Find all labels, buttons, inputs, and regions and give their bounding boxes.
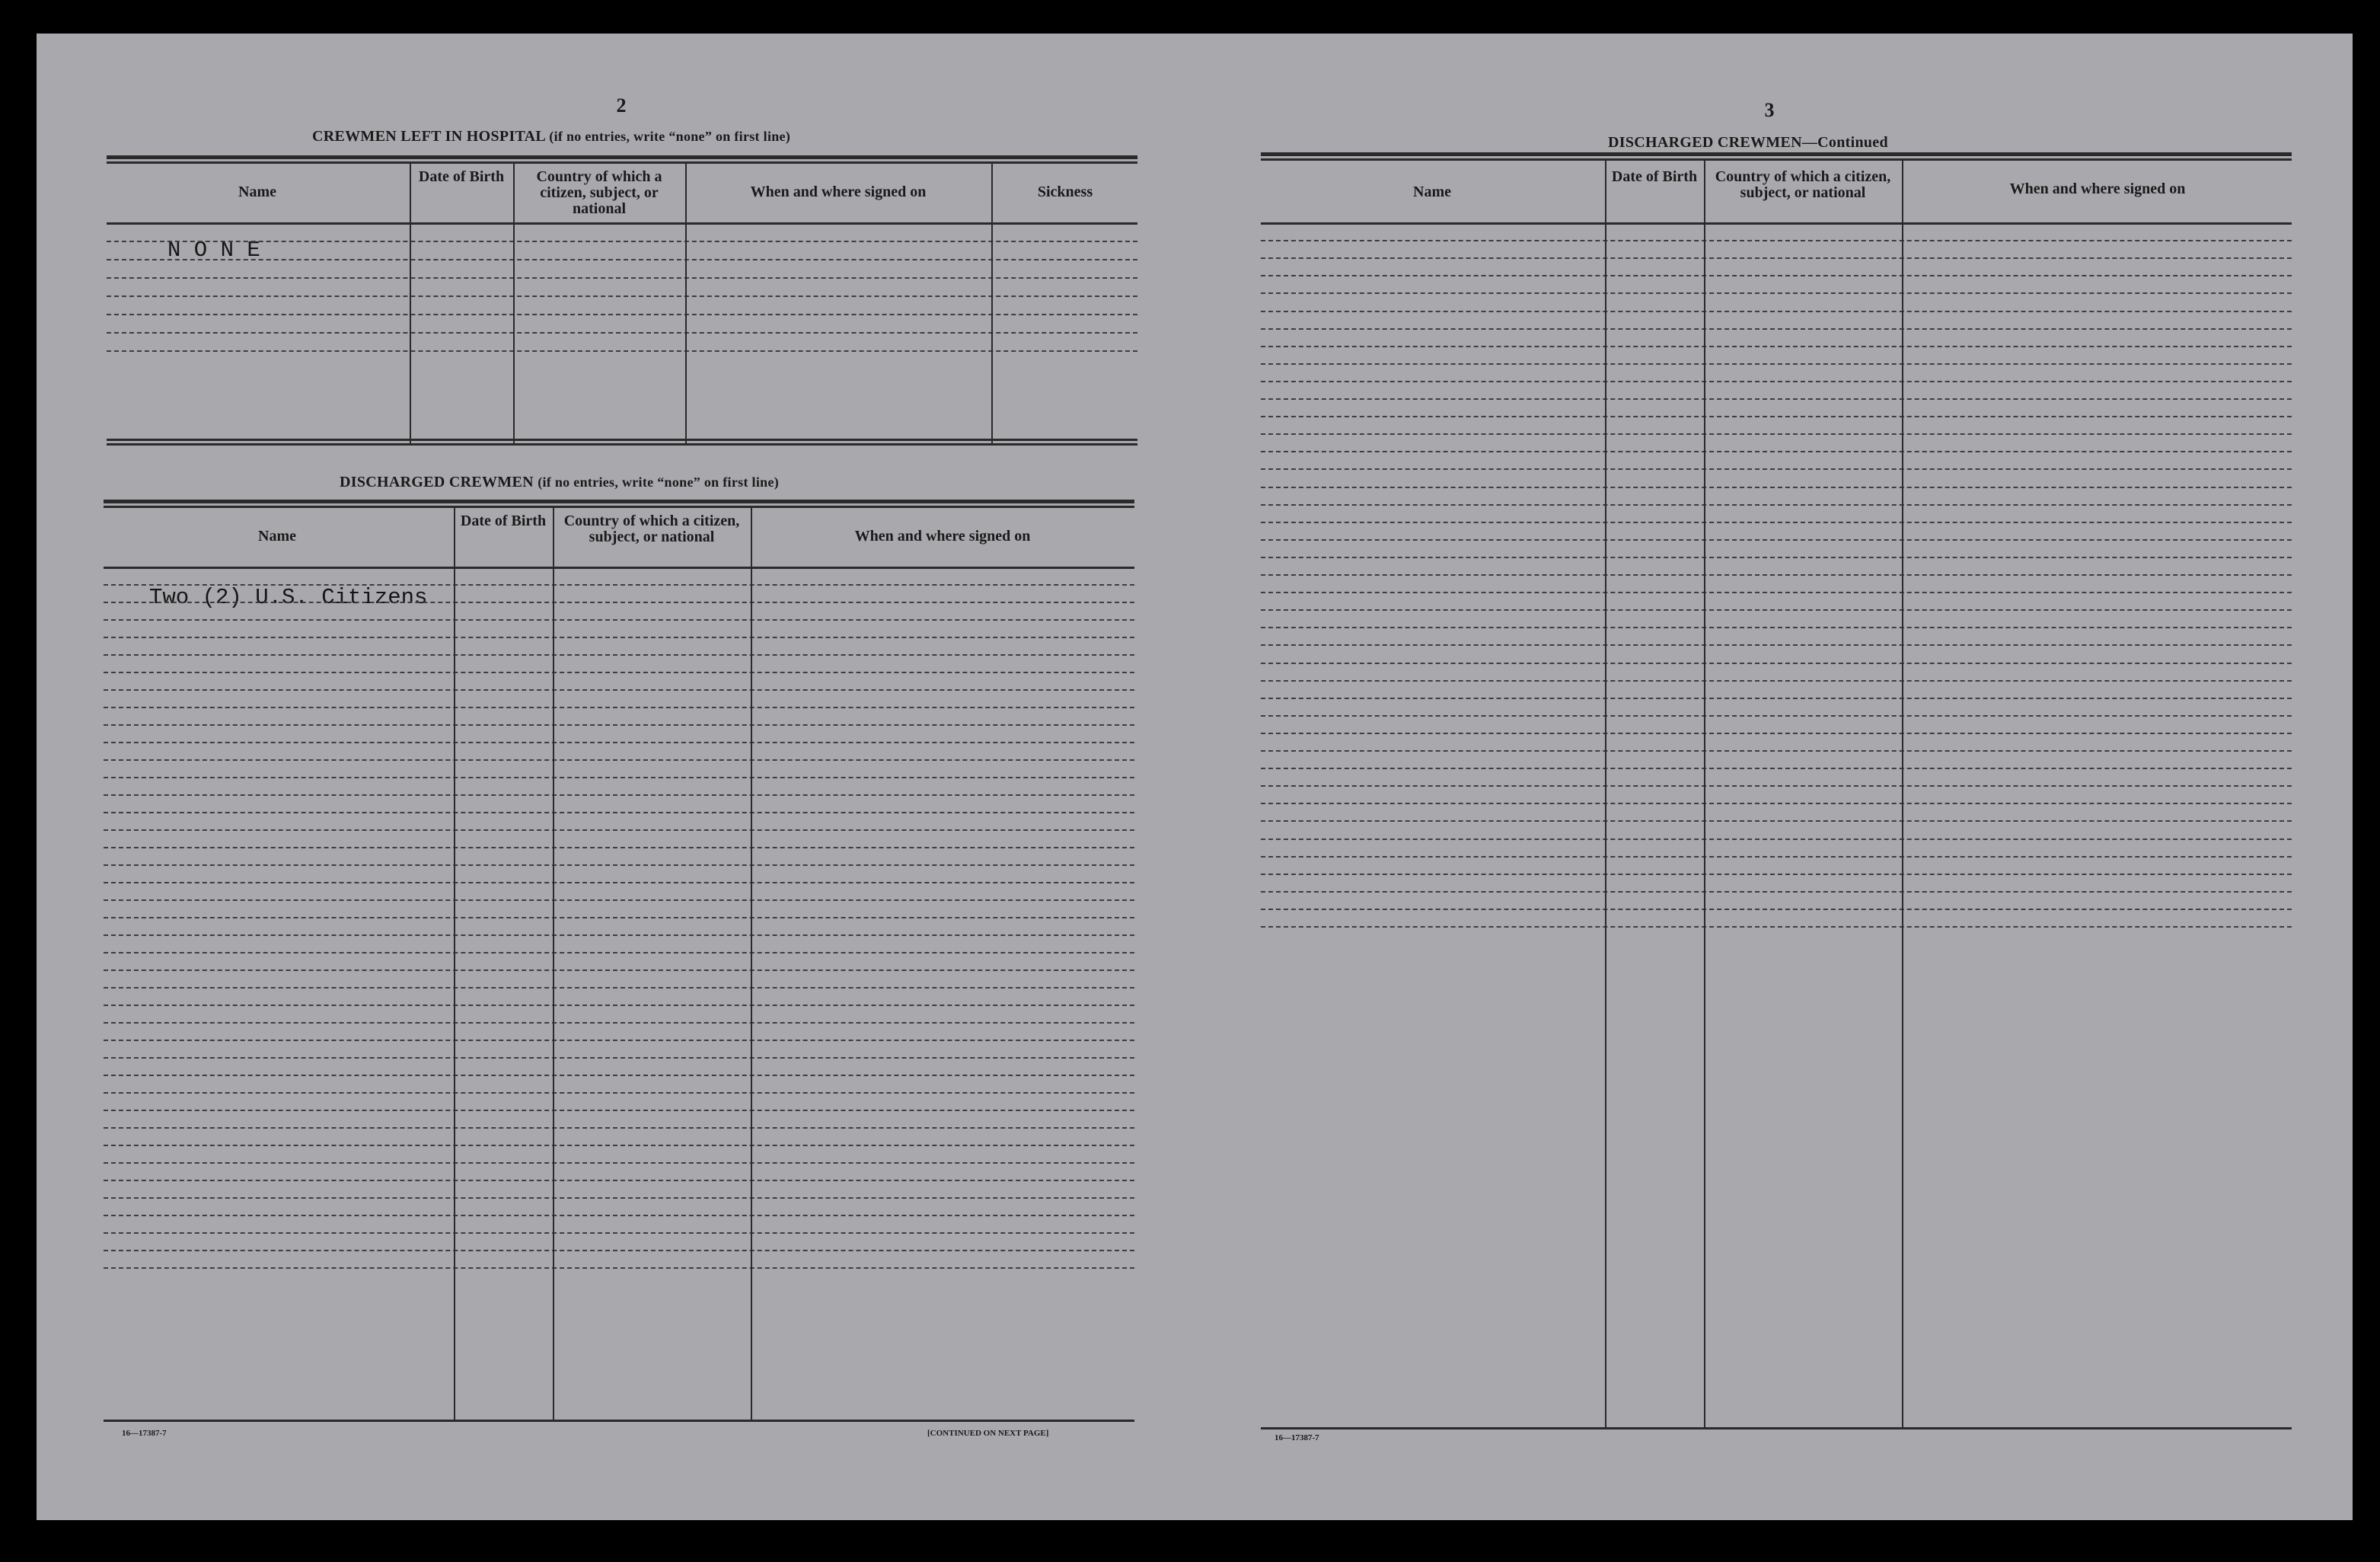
hospital-col-sickness: Sickness: [1037, 184, 1093, 200]
row-rule: [1261, 363, 2292, 365]
hospital-instruction: (if no entries, write “none” on first line): [549, 129, 791, 144]
header-rule: [107, 222, 1137, 225]
row-rule: [1261, 820, 2292, 822]
discharged-entry: Two (2) U.S. Citizens: [149, 585, 428, 610]
row-rule: [104, 812, 1134, 813]
row-rule: [1261, 627, 2292, 628]
row-rule: [104, 1145, 1134, 1146]
table-top-rule: [104, 506, 1134, 508]
left-page-number: 2: [616, 94, 627, 117]
row-rule: [104, 619, 1134, 621]
row-rule: [104, 1092, 1134, 1094]
row-rule: [107, 259, 1137, 260]
hospital-col-country: Country of which a citizen, subject, or national: [536, 168, 662, 217]
row-rule: [104, 1022, 1134, 1024]
row-rule: [107, 277, 1137, 279]
continued-col-dob: Date of Birth: [1611, 168, 1698, 185]
row-rule: [104, 724, 1134, 726]
table-top-rule: [1261, 152, 2292, 156]
row-rule: [1261, 468, 2292, 470]
row-rule: [1261, 698, 2292, 699]
row-rule: [104, 654, 1134, 656]
discharged-col-dob: Date of Birth: [460, 513, 547, 529]
row-rule: [1261, 609, 2292, 611]
discharged-title: DISCHARGED CREWMEN: [340, 474, 534, 490]
row-rule: [104, 1162, 1134, 1164]
header-rule: [104, 567, 1134, 569]
row-rule: [104, 882, 1134, 883]
row-rule: [104, 1057, 1134, 1059]
column-divider: [1605, 158, 1606, 1427]
row-rule: [107, 241, 1137, 242]
hospital-section-title: [312, 128, 790, 145]
row-rule: [104, 1040, 1134, 1041]
row-rule: [104, 1005, 1134, 1006]
table-bottom-rule: [104, 1420, 1134, 1422]
row-rule: [104, 1075, 1134, 1076]
row-rule: [1261, 240, 2292, 241]
hospital-title: CREWMEN LEFT IN HOSPITAL: [312, 128, 545, 145]
row-rule: [104, 1232, 1134, 1234]
discharged-col-country: Country of which a citizen, subject, or national: [563, 513, 740, 545]
row-rule: [1261, 275, 2292, 276]
row-rule: [107, 314, 1137, 315]
row-rule: [104, 1110, 1134, 1111]
row-rule: [1261, 539, 2292, 541]
row-rule: [1261, 433, 2292, 435]
row-rule: [104, 952, 1134, 953]
right-page-title: DISCHARGED CREWMEN—Continued: [1608, 134, 1888, 151]
table-bottom-rule: [107, 443, 1137, 446]
table-bottom-rule: [1261, 1427, 2292, 1429]
discharged-section-title: [340, 474, 779, 491]
column-divider: [410, 161, 411, 443]
row-rule: [1261, 522, 2292, 523]
column-divider: [751, 506, 752, 1420]
row-rule: [104, 672, 1134, 673]
row-rule: [104, 969, 1134, 971]
row-rule: [1261, 750, 2292, 752]
table-bottom-rule: [107, 439, 1137, 441]
hospital-entry-none: N O N E: [167, 238, 260, 263]
row-rule: [104, 917, 1134, 918]
row-rule: [1261, 557, 2292, 558]
row-rule: [1261, 292, 2292, 294]
continued-note: [CONTINUED ON NEXT PAGE]: [927, 1429, 1049, 1438]
row-rule: [1261, 909, 2292, 910]
row-rule: [1261, 856, 2292, 858]
row-rule: [1261, 257, 2292, 259]
row-rule: [104, 1267, 1134, 1269]
continued-col-country: Country of which a citizen, subject, or national: [1715, 168, 1891, 201]
column-divider: [454, 506, 455, 1420]
continued-col-signed-on: When and where signed on: [2009, 180, 2186, 197]
row-rule: [1261, 891, 2292, 893]
row-rule: [104, 742, 1134, 743]
row-rule: [104, 759, 1134, 761]
row-rule: [1261, 574, 2292, 576]
row-rule: [1261, 416, 2292, 417]
hospital-col-signed-on: When and where signed on: [750, 184, 927, 200]
row-rule: [1261, 487, 2292, 488]
row-rule: [104, 637, 1134, 638]
row-rule: [104, 707, 1134, 708]
hospital-col-name: Name: [238, 184, 276, 200]
left-form-number: 16—17387-7: [122, 1429, 167, 1438]
row-rule: [1261, 346, 2292, 347]
row-rule: [1261, 504, 2292, 506]
row-rule: [1261, 592, 2292, 593]
right-form-number: 16—17387-7: [1275, 1433, 1319, 1442]
table-top-rule: [107, 155, 1137, 159]
row-rule: [104, 602, 1134, 603]
row-rule: [1261, 715, 2292, 717]
table-top-rule: [107, 161, 1137, 164]
row-rule: [1261, 451, 2292, 452]
row-rule: [104, 1215, 1134, 1216]
row-rule: [104, 1180, 1134, 1181]
hospital-col-dob: Date of Birth: [418, 168, 505, 185]
row-rule: [104, 987, 1134, 989]
row-rule: [107, 332, 1137, 334]
continued-col-name: Name: [1413, 184, 1451, 200]
row-rule: [1261, 838, 2292, 840]
row-rule: [104, 1250, 1134, 1251]
column-divider: [685, 161, 687, 443]
header-rule: [1261, 222, 2292, 225]
row-rule: [1261, 328, 2292, 330]
row-rule: [104, 777, 1134, 778]
row-rule: [1261, 785, 2292, 787]
row-rule: [1261, 733, 2292, 734]
row-rule: [104, 829, 1134, 831]
column-divider: [991, 161, 993, 443]
row-rule: [1261, 381, 2292, 382]
row-rule: [104, 864, 1134, 866]
column-divider: [1902, 158, 1903, 1427]
discharged-instruction: (if no entries, write “none” on first line): [538, 474, 780, 490]
row-rule: [1261, 926, 2292, 928]
table-top-rule: [104, 500, 1134, 503]
row-rule: [104, 847, 1134, 848]
row-rule: [107, 295, 1137, 297]
row-rule: [1261, 663, 2292, 664]
discharged-col-name: Name: [258, 528, 296, 545]
column-divider: [1704, 158, 1705, 1427]
column-divider: [513, 161, 515, 443]
row-rule: [1261, 768, 2292, 769]
table-top-rule: [1261, 158, 2292, 161]
row-rule: [1261, 680, 2292, 682]
row-rule: [104, 1197, 1134, 1199]
discharged-col-signed-on: When and where signed on: [854, 528, 1031, 545]
row-rule: [1261, 311, 2292, 312]
row-rule: [104, 934, 1134, 936]
row-rule: [1261, 644, 2292, 646]
row-rule: [104, 584, 1134, 586]
row-rule: [104, 1127, 1134, 1129]
row-rule: [104, 899, 1134, 901]
row-rule: [1261, 398, 2292, 400]
column-divider: [553, 506, 554, 1420]
row-rule: [1261, 803, 2292, 804]
right-page-number: 3: [1764, 99, 1775, 121]
row-rule: [1261, 874, 2292, 875]
row-rule: [104, 689, 1134, 691]
row-rule: [107, 350, 1137, 352]
row-rule: [104, 794, 1134, 796]
